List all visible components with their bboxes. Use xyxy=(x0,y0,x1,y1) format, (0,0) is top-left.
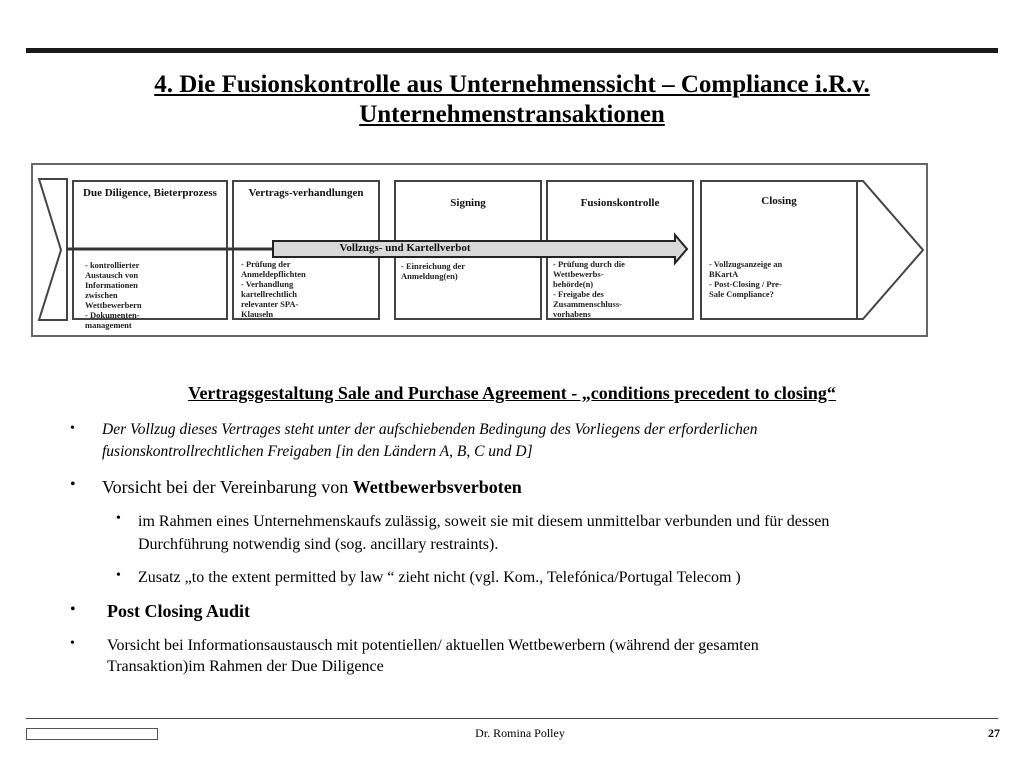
list-item: BKartA xyxy=(709,269,739,279)
slide-title-line1: 4. Die Fusionskontrolle aus Unternehmenssicht – Compliance i.R.v. xyxy=(154,71,870,98)
bullet-post-closing-audit: Post Closing Audit xyxy=(107,601,251,621)
list-item: - Einreichung der xyxy=(401,261,466,271)
list-item: Wettbewerbern xyxy=(85,300,142,310)
bullet-text: im Rahmen eines Unternehmenskaufs zulässig, soweit sie mit diesem unmittelbar verbunden und für dessen xyxy=(138,513,830,530)
list-item: behörde(n) xyxy=(553,279,594,289)
box-items-closing xyxy=(709,259,782,299)
box-title-vertragsverhandlungen: Vertrags-verhandlungen xyxy=(248,187,364,199)
list-item: - Verhandlung xyxy=(241,279,294,289)
bullet-text: Durchführung notwendig sind (sog. ancillary restraints). xyxy=(138,536,499,553)
list-item: Austausch von xyxy=(85,270,139,280)
bullet-marker: • xyxy=(70,476,76,493)
box-items-signing xyxy=(401,261,465,281)
list-item: - kontrollierter xyxy=(85,260,140,270)
box-title-signing: Signing xyxy=(450,197,486,209)
list-item: Wettbewerbs- xyxy=(553,269,604,279)
slide-title-line2: Unternehmenstransaktionen xyxy=(359,101,665,128)
bullet-text: Vorsicht bei der Vereinbarung von xyxy=(102,477,353,497)
section-heading: Vertragsgestaltung Sale and Purchase Agreement - „conditions precedent to closing“ xyxy=(188,383,836,403)
sub-bullet-zusatz: Zusatz „to the extent permitted by law “ zieht nicht (vgl. Kom., Telefónica/Portugal Telecom ) xyxy=(138,569,741,586)
bullet-wettbewerbsverbote xyxy=(102,476,522,498)
process-diagram xyxy=(31,163,928,337)
box-title-due-diligence: Due Diligence, Bieterprozess xyxy=(83,187,217,199)
bullet-marker: • xyxy=(116,511,121,526)
box-items-vertragsverhandlungen xyxy=(241,259,306,319)
bullet-text: Der Vollzug dieses Vertrages steht unter der aufschiebenden Bedingung des Vorliegens der erforderlichen xyxy=(102,421,758,438)
list-item: - Prüfung durch die xyxy=(553,259,625,269)
list-item: - Prüfung der xyxy=(241,259,291,269)
bottom-rule xyxy=(26,718,998,719)
list-item: Anmeldung(en) xyxy=(401,271,458,281)
top-rule xyxy=(26,48,998,53)
list-item: - Post-Closing / Pre- xyxy=(709,279,782,289)
box-title-fusionskontrolle: Fusionskontrolle xyxy=(580,197,660,209)
list-item: relevanter SPA- xyxy=(241,299,299,309)
footer-logo-box xyxy=(26,728,158,740)
bullet-marker: • xyxy=(116,568,121,583)
bullet-marker: • xyxy=(70,636,75,651)
bullet-text: fusionskontrollrechtlichen Freigaben [in den Ländern A, B, C und D] xyxy=(102,443,533,460)
diagram-right-arrowhead xyxy=(857,181,923,319)
list-item: Zusammenschluss- xyxy=(553,299,622,309)
box-items-fusionskontrolle xyxy=(553,259,625,319)
bullet-text: Transaktion)im Rahmen der Due Diligence xyxy=(107,658,384,675)
list-item: kartellrechtlich xyxy=(241,289,298,299)
box-items-due-diligence xyxy=(85,260,142,330)
list-item: Informationen xyxy=(85,280,138,290)
list-item: - Freigabe des xyxy=(553,289,604,299)
list-item: management xyxy=(85,320,132,330)
list-item: vorhabens xyxy=(553,309,591,319)
list-item: zwischen xyxy=(85,290,118,300)
footer-author: Dr. Romina Polley xyxy=(475,726,565,740)
list-item: Sale Compliance? xyxy=(709,289,774,299)
box-title-closing: Closing xyxy=(761,195,797,207)
bullet-bold-text: Wettbewerbsverboten xyxy=(352,477,522,497)
bullet-informationsaustausch xyxy=(107,635,759,677)
page-number: 27 xyxy=(988,726,1000,740)
list-item: - Dokumenten- xyxy=(85,310,140,320)
bullet-marker: • xyxy=(70,601,76,618)
bullet-text: Vorsicht bei Informationsaustausch mit potentiellen/ aktuellen Wettbewerbern (während der gesamten xyxy=(107,637,759,654)
sub-bullet-ancillary-restraints xyxy=(138,510,829,556)
vollzugsverbot-label: Vollzugs- und Kartellverbot xyxy=(339,242,471,254)
bullet-conditions-precedent xyxy=(102,419,757,463)
list-item: - Vollzugsanzeige an xyxy=(709,259,783,269)
list-item: Klauseln xyxy=(241,309,274,319)
bullet-marker: • xyxy=(70,421,75,436)
list-item: Anmeldepflichten xyxy=(241,269,306,279)
slide-title xyxy=(40,70,984,130)
diagram-left-tail xyxy=(39,179,67,320)
